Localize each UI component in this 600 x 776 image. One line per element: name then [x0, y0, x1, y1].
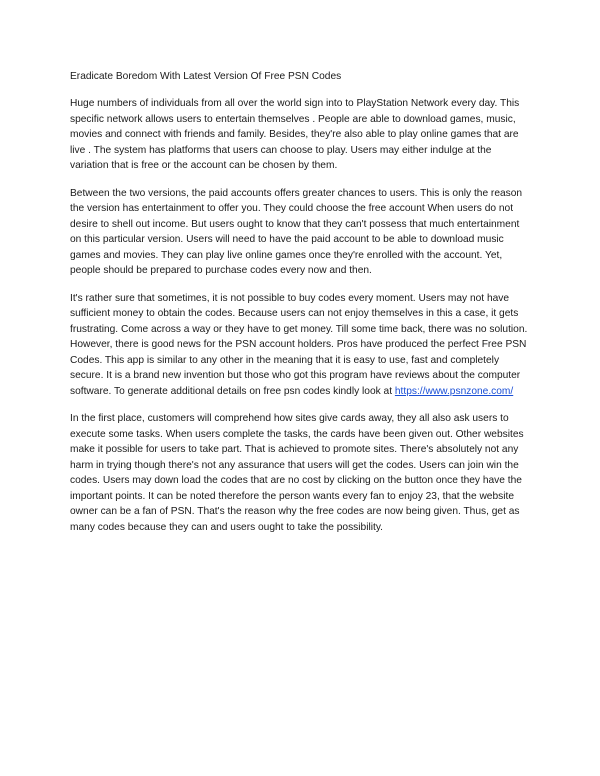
- document-title: Eradicate Boredom With Latest Version Of Free PSN Codes: [70, 71, 342, 82]
- paragraph-3-text: It's rather sure that sometimes, it is not possible to buy codes every moment. Users may not have sufficient money to obtain the codes. Because users can not enjoy themselves in this a case, it gets frustrating. Come across a way or they have to get money. Till some time back, there was no solution. However, there is good news for the PSN account holders. Pros have produced the perfect Free PSN Codes. This app is similar to any other in the meaning that it is easy to use, fast and completely secure. It is a brand new invention but those who got this program have reviews about the computer software. To generate additional details on free psn codes kindly look at: [70, 292, 528, 397]
- paragraph-4: In the first place, customers will comprehend how sites give cards away, they all also ask users to execute some tasks. When users complete the tasks, the cards have been given out. Other websites make it possible for users to take part. That is achieved to promote sites. There's absolutely not any harm in trying though there's not any assurance that users will get the codes. Users can join win the codes. Users may down load the codes that are no cost by clicking on the button once they have the important points. It can be noted therefore the person wants every fan to enjoy 23, that the website owner can be a fan of PSN. That's the reason why the free codes are now being given. Thus, get as many codes because they can and users ought to take the possibility.: [70, 413, 524, 533]
- paragraph-3: [70, 291, 532, 400]
- paragraph-1: Huge numbers of individuals from all over the world sign into to PlayStation Network every day. This specific network allows users to entertain themselves . People are able to download games, music, movies and connect with friends and family. Besides, they're also able to play online games that are live . The system has platforms that users can choose to play. Users may either indulge at the variation that is free or the account can be chosen by them.: [70, 98, 520, 171]
- document-body: [70, 70, 532, 547]
- paragraph-2: Between the two versions, the paid accounts offers greater chances to users. This is only the reason the version has entertainment to offer you. They could choose the free account When users do not desire to shell out income. But users ought to know that they can't possess that much entertainment on this particular version. Users will need to have the paid account to be able to download music games and movies. They can play live online games once they're enrolled with the account. Yet, people should be prepared to purchase codes every now and then.: [70, 187, 523, 276]
- psnzone-link[interactable]: https://www.psnzone.com/: [394, 385, 514, 397]
